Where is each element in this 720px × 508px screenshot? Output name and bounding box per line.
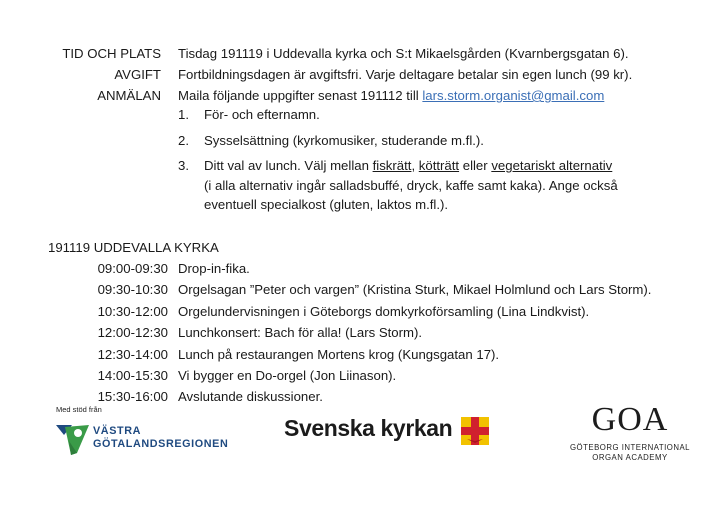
info-section [40, 43, 700, 106]
step-text: Sysselsättning (kyrkomusiker, studerande m.fl.). [204, 132, 484, 148]
list-item [178, 131, 678, 151]
vastra-gotalandsregionen-logo [55, 421, 230, 457]
step-text-part: , [411, 158, 419, 173]
vegetarian-option: vegetariskt alternativ [491, 158, 613, 173]
schedule-row [48, 365, 688, 386]
schedule-activity: Lunchkonsert: Bach för alla! (Lars Storm). [178, 325, 423, 341]
info-value [178, 85, 700, 106]
svenska-kyrkan-cross-icon [461, 417, 489, 445]
schedule-row [48, 301, 688, 322]
svenska-kyrkan-logo [284, 415, 494, 449]
schedule-row [48, 258, 688, 279]
schedule-activity: Orgelundervisningen i Göteborgs domkyrkoförsamling (Lina Lindkvist). [178, 303, 590, 319]
info-row-registration [40, 85, 700, 106]
schedule-row [48, 322, 688, 343]
step-text-part: (i alla alternativ ingår salladsbuffé, dryck, kaffe samt kaka). Ange också [204, 177, 618, 193]
schedule-activity: Orgelsagan ”Peter och vargen” (Kristina Sturk, Mikael Holmlund och Lars Storm). [178, 282, 652, 298]
schedule-row [48, 344, 688, 365]
goa-subtitle-line: GÖTEBORG INTERNATIONAL [569, 443, 691, 452]
vgr-wordmark [93, 425, 228, 451]
schedule-time: 12:00-12:30 [97, 325, 168, 341]
schedule-time: 12:30-14:00 [97, 346, 168, 362]
schedule-time: 15:30-16:00 [97, 389, 168, 405]
schedule-title: 191119 UDDEVALLA KYRKA [48, 240, 219, 255]
info-value: Fortbildningsdagen är avgiftsfri. Varje deltagare betalar sin egen lunch (99 kr). [178, 67, 633, 82]
goa-subtitle [560, 443, 700, 463]
vgr-emblem-icon [55, 421, 91, 457]
schedule-list [48, 258, 688, 408]
email-link[interactable]: lars.storm.organist@gmail.com [422, 88, 605, 103]
info-label: TID OCH PLATS [62, 46, 161, 61]
fish-option: fiskrätt [372, 158, 412, 173]
info-row-time-place [40, 43, 700, 64]
step-number: 1. [178, 107, 189, 122]
step-text [204, 156, 678, 215]
schedule-time: 09:30-10:30 [97, 282, 168, 298]
schedule-activity: Vi bygger en Do-orgel (Jon Liinason). [178, 368, 397, 384]
schedule-activity: Drop-in-fika. [178, 261, 250, 276]
info-value: Tisdag 191119 i Uddevalla kyrka och S:t Mikaelsgården (Kvarnbergsgatan 6). [178, 46, 629, 61]
schedule-time: 10:30-12:00 [97, 303, 168, 319]
list-item [178, 156, 678, 215]
info-row-fee [40, 64, 700, 85]
svenska-kyrkan-wordmark: Svenska kyrkan [284, 415, 453, 441]
goa-subtitle-line: ORGAN ACADEMY [592, 453, 668, 462]
list-item [178, 105, 678, 125]
step-text-part: eller [459, 158, 492, 173]
step-text-part: Ditt val av lunch. Välj mellan [204, 158, 373, 173]
vgr-line: GÖTALANDSREGIONEN [93, 438, 229, 450]
schedule-section [48, 237, 688, 408]
registration-steps [178, 105, 678, 221]
goa-letters: GOA [591, 401, 669, 438]
schedule-row [48, 279, 688, 300]
schedule-time: 14:00-15:30 [97, 368, 168, 384]
step-text: För- och efternamn. [204, 107, 320, 122]
registration-text: Maila följande uppgifter senast 191112 till [178, 88, 423, 103]
goa-logo [560, 400, 700, 470]
support-label: Med stöd från [56, 405, 102, 414]
info-label: AVGIFT [114, 67, 161, 82]
schedule-activity: Avslutande diskussioner. [178, 389, 323, 405]
schedule-time: 09:00-09:30 [97, 261, 168, 276]
step-number: 3. [178, 158, 189, 173]
schedule-activity: Lunch på restaurangen Mortens krog (Kungsgatan 17). [178, 346, 500, 362]
meat-option: kötträtt [418, 158, 460, 173]
step-number: 2. [178, 132, 189, 148]
info-label: ANMÄLAN [97, 88, 161, 103]
step-text-part: eventuell specialkost (gluten, laktos m.fl.). [204, 197, 449, 212]
vgr-line: VÄSTRA [93, 425, 141, 437]
